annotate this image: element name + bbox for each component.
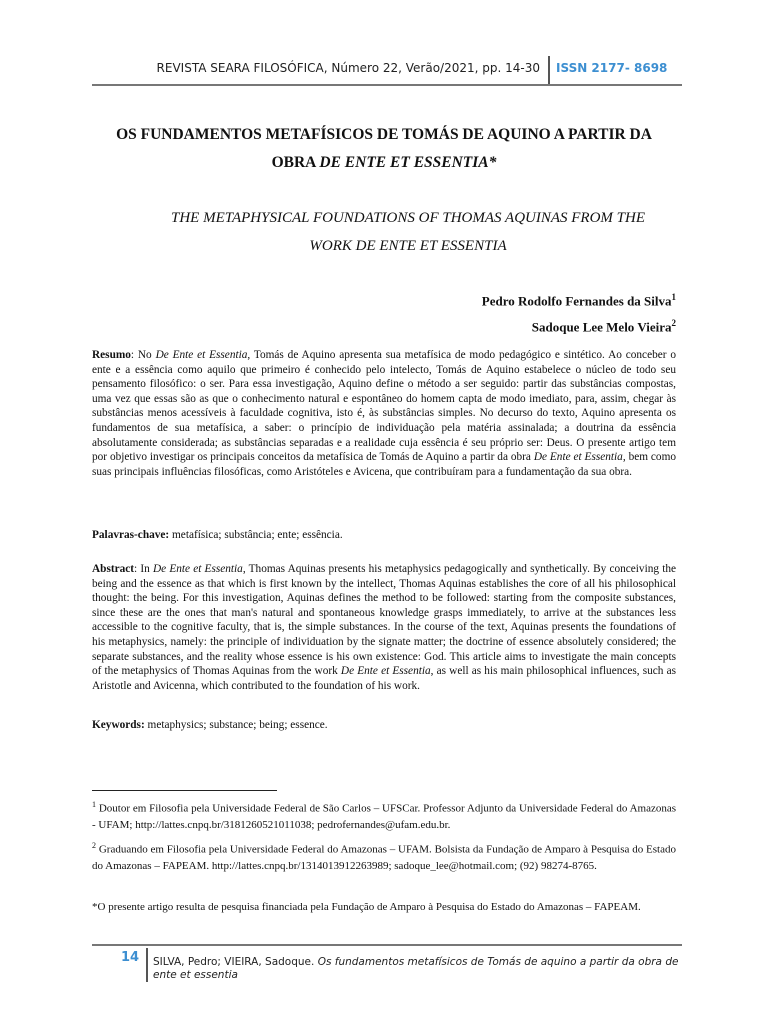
- title-pt-line2: [80, 149, 688, 177]
- header-separator: [548, 56, 550, 86]
- abstract-paragraph: [92, 562, 676, 693]
- keywords: [92, 718, 676, 733]
- footnote-1-mark: 1: [92, 800, 96, 809]
- resumo-text-1: : No: [130, 349, 156, 361]
- footer-rule: [92, 944, 682, 946]
- abstract-label: Abstract: [92, 563, 135, 575]
- resumo-italic-2: De Ente et Essentia,: [533, 451, 626, 464]
- author-2-footnote-mark[interactable]: 2: [671, 318, 676, 329]
- footnote-funding: [92, 899, 676, 916]
- resumo-label: Resumo: [92, 349, 131, 361]
- palavras-chave: [92, 528, 676, 543]
- footer-separator: [146, 948, 148, 982]
- resumo-text-3: bem como suas principais influências filosóficas, como Aristóteles e Avicena, que contribuíram para a fundamentação da sua obra.: [92, 451, 677, 478]
- author-2: [482, 312, 676, 338]
- resumo-paragraph: [92, 348, 676, 479]
- author-2-name: Sadoque Lee Melo Vieira: [531, 319, 672, 335]
- palavras-chave-label: Palavras-chave:: [92, 529, 170, 541]
- abstract-text-1: : In: [134, 563, 153, 575]
- abstract-text-3: , as well as his main philosophical influences, such as Aristotle and Avicenna, which contributed to the foundation of his work.: [92, 665, 677, 692]
- author-1: [482, 286, 676, 312]
- header-rule: [92, 84, 682, 86]
- page-number: 14: [121, 950, 140, 965]
- footnote-2-text: Graduando em Filosofia pela Universidade Federal do Amazonas – UFAM. Bolsista da Fundação de Amparo à Pesquisa do Estado do Amazonas – FAPEAM. http://lattes.cnpq.br/1314013912263989; sadoque_lee@hotmail.com; (92) 98274-8765.: [92, 843, 676, 873]
- footnote-2-mark: 2: [92, 841, 96, 850]
- title-pt-line2-italic: DE ENTE ET ESSENTIA*: [319, 154, 497, 171]
- title-portuguese: [80, 121, 688, 177]
- running-header: [0, 60, 768, 88]
- title-en-line2: WORK DE ENTE ET ESSENTIA: [309, 238, 507, 254]
- author-1-name: Pedro Rodolfo Fernandes da Silva: [481, 293, 672, 309]
- abstract-text-2: , Thomas Aquinas presents his metaphysics pedagogically and synthetically. By conceiving the being and the essence as that which is first known by the intellect, Thomas Aquinas establishes the core of all his philosophical thought: the being. For this investigation, Aquinas defines the method to be followed: starting from the composite substances, since these are the ones that man's natural and spontaneous knowledge grasps immediately, to arrive at the substances less accessible to the cognitive faculty, that is, the simple substances. In the course of the text, Aquinas presents the foundations of his metaphysics, namely: the principle of individuation by the signate matter; the doctrine of essence absolutely considered; the separate substances, and the reality whose essence is his own existence: God. This article aims to investigate the main concepts of the metaphysics of Thomas Aquinas from the work: [92, 563, 677, 678]
- footnote-rule: [92, 790, 277, 791]
- footnote-1: [92, 797, 676, 834]
- footnote-1-text: Doutor em Filosofia pela Universidade Federal de São Carlos – UFSCar. Professor Adjunto da Universidade Federal do Amazonas - UFAM; http://lattes.cnpq.br/3181260521011038; pedrofernandes@ufam.edu.br.: [92, 802, 676, 832]
- abstract-italic-2: De Ente et Essentia: [340, 665, 431, 678]
- footer-citation-title: Os fundamentos metafísicos de Tomás de aquino a partir da obra de ente et essentia: [153, 956, 679, 981]
- title-pt-line2-prefix: OBRA: [271, 154, 320, 171]
- footer-citation: [153, 956, 683, 982]
- footnote-2: [92, 838, 676, 875]
- palavras-chave-text: metafísica; substância; ente; essência.: [169, 529, 343, 541]
- title-en-line1: THE METAPHYSICAL FOUNDATIONS OF THOMAS AQUINAS FROM THE: [170, 210, 646, 226]
- footer-citation-authors: SILVA, Pedro; VIEIRA, Sadoque.: [153, 956, 318, 968]
- keywords-label: Keywords:: [92, 719, 145, 731]
- issn-label: ISSN 2177- 8698: [556, 61, 668, 75]
- footnote-funding-text: *O presente artigo resulta de pesquisa financiada pela Fundação de Amparo à Pesquisa do Estado do Amazonas – FAPEAM.: [92, 901, 641, 913]
- resumo-italic-1: De Ente et Essentia: [155, 349, 248, 361]
- author-1-footnote-mark[interactable]: 1: [671, 292, 676, 302]
- journal-citation: REVISTA SEARA FILOSÓFICA, Número 22, Verão/2021, pp. 14-30: [156, 61, 540, 75]
- title-english: [128, 204, 688, 260]
- author-list: [482, 286, 676, 339]
- abstract-italic-1: De Ente et Essentia: [152, 563, 243, 575]
- keywords-text: metaphysics; substance; being; essence.: [144, 719, 328, 731]
- title-pt-line1: OS FUNDAMENTOS METAFÍSICOS DE TOMÁS DE AQUINO A PARTIR DA: [116, 126, 652, 143]
- resumo-text-2: , Tomás de Aquino apresenta sua metafísica de modo pedagógico e sintético. Ao conceber o ente e a essência como aquilo que primeiro é conhecido pelo intelecto, Tomás de Aquino estabelece o núcleo de todo seu pensamento filosófico: o ser. Para essa investigação, Aquino define o método a ser seguido: partir das substâncias compostas, uma vez que essas são as que o conhecimento natural e espontâneo do homem capta de modo imediato, para, assim, chegar às substâncias menos acessíveis à faculdade cognitiva, isto é, às substâncias simples. No decurso do texto, Aquino apresenta os fundamentos de sua metafísica, a saber: o princípio de individuação pela matéria assinalada; a doutrina da essência absolutamente considerada; as substâncias separadas e a realidade cuja essência é seu próprio ser: Deus. O presente artigo tem por objetivo investigar os principais conceitos da metafísica de Tomás de Aquino a partir da obra: [92, 349, 676, 464]
